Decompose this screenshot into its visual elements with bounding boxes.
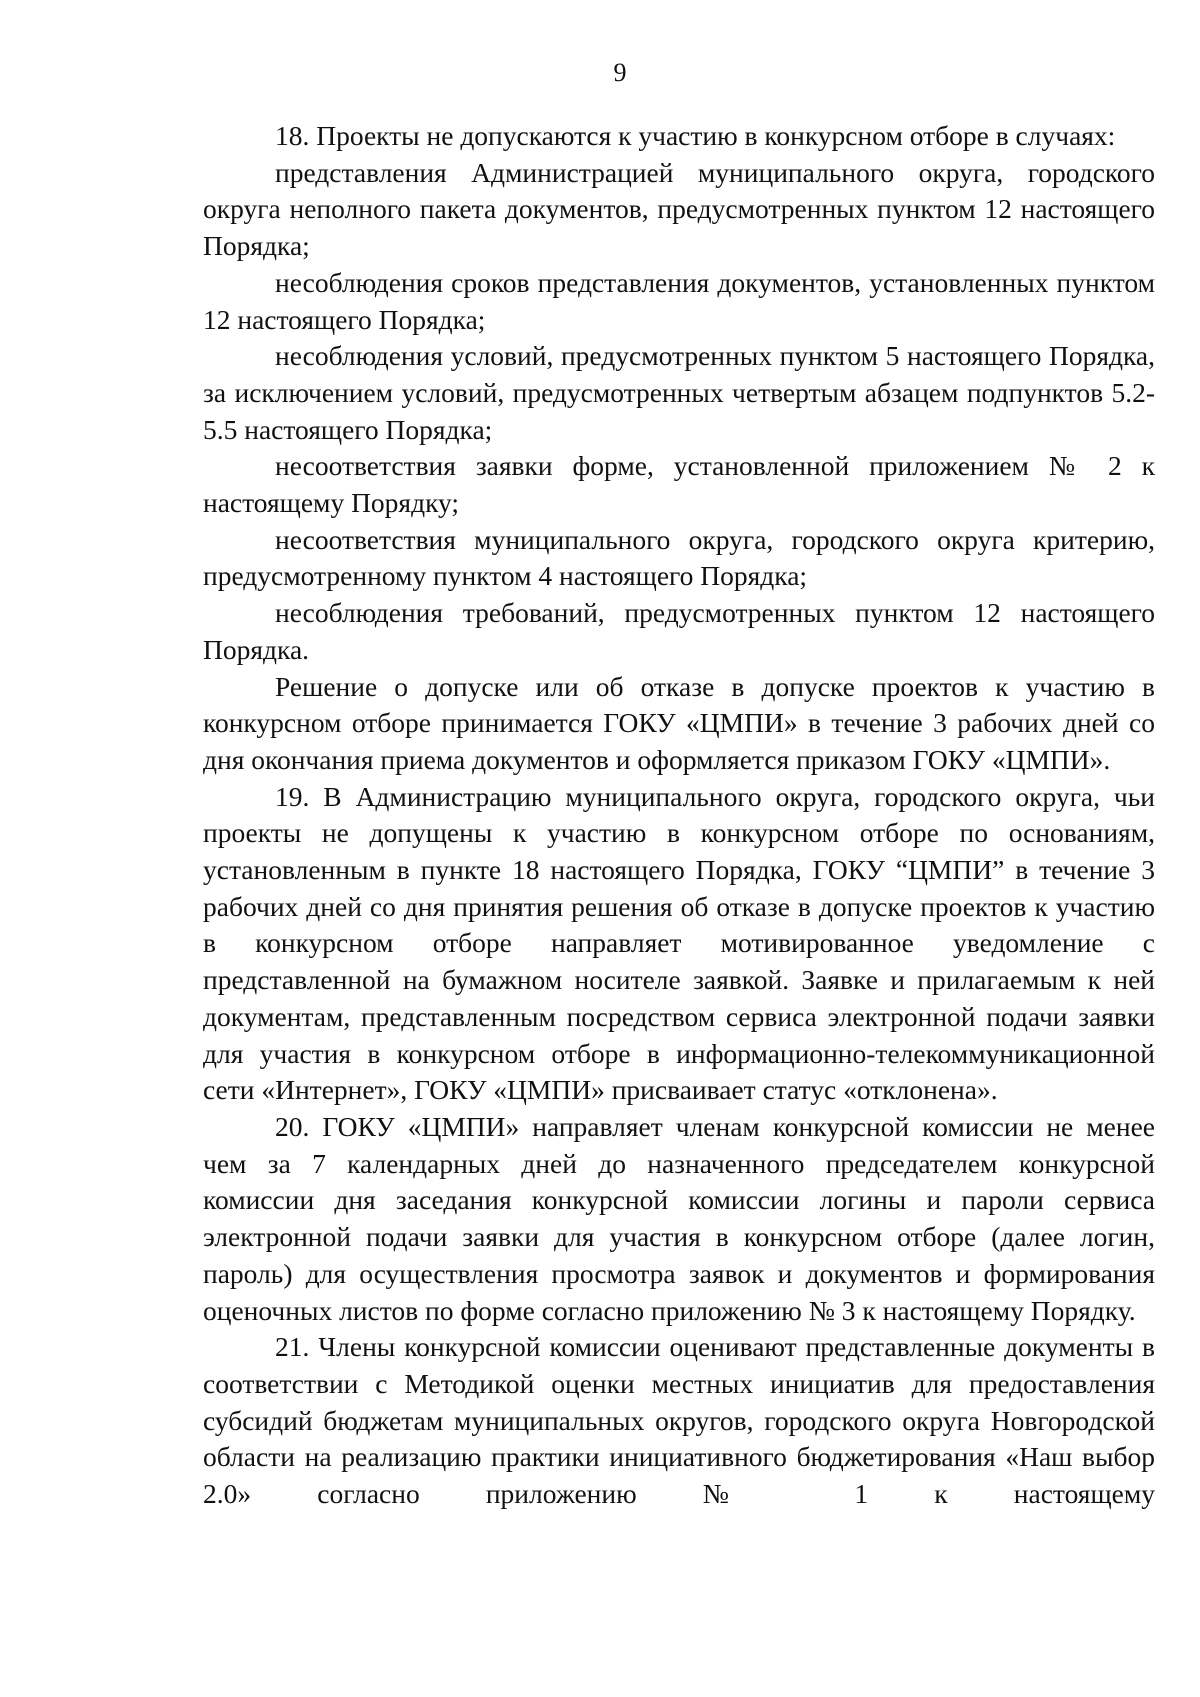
paragraph-18-case-conditions: несоблюдения условий, предусмотренных пунктом 5 настоящего Порядка, за исключением условий, предусмотренных четвертым абзацем подпунктов 5.2-5.5 настоящего Порядка;: [203, 340, 1155, 445]
paragraph-18-case-criterion: несоответствия муниципального округа, городского округа критерию, предусмотренному пунктом 4 настоящего Порядка;: [203, 523, 1155, 592]
paragraph-18-case-form-mismatch: несоответствия заявки форме, установленной приложением № 2 к настоящему Порядку;: [203, 450, 1155, 519]
paragraph-21: 21. Члены конкурсной комиссии оценивают представленные документы в соответствии с Методикой оценки местных инициатив для предоставления субсидий бюджетам муниципальных округов, городского округа Новгородской области на реализацию практики инициативного бюджетирования «Наш выбор 2.0» согласно приложению № 1 к настоящему: [203, 1331, 1155, 1510]
paragraph-18-case-incomplete-package: представления Администрацией муниципального округа, городского округа неполного пакета документов, предусмотренных пунктом 12 настоящего Порядка;: [203, 156, 1155, 262]
page-number: 9: [613, 58, 627, 87]
paragraph-20: 20. ГОКУ «ЦМПИ» направляет членам конкурсной комиссии не менее чем за 7 календарных дней до назначенного председателем конкурсной комиссии дня заседания конкурсной комиссии логины и пароли сервиса электронной подачи заявки для участия в конкурсном отборе (далее логин, пароль) для осуществления просмотра заявок и документов и формирования оценочных листов по форме согласно приложению № 3 к настоящему Порядку.: [203, 1110, 1155, 1326]
paragraph-18-decision: Решение о допуске или об отказе в допуске проектов к участию в конкурсном отборе принимается ГОКУ «ЦМПИ» в течение 3 рабочих дней со дня окончания приема документов и оформляется приказом ГОКУ «ЦМПИ».: [203, 670, 1155, 775]
document-body: [203, 118, 1155, 1513]
paragraph-18-case-requirements: несоблюдения требований, предусмотренных пунктом 12 настоящего Порядка.: [203, 597, 1155, 665]
paragraph-19: 19. В Администрацию муниципального округа, городского округа, чьи проекты не допущены к участию в конкурсном отборе по основаниям, установленным в пункте 18 настоящего Порядка, ГОКУ “ЦМПИ” в течение 3 рабочих дней со дня принятия решения об отказе в допуске проектов к участию в конкурсном отборе направляет мотивированное уведомление с представленной на бумажном носителе заявкой. Заявке и прилагаемым к ней документам, представленным посредством сервиса электронной подачи заявки для участия в конкурсном отборе в информационно-телекоммуникационной сети «Интернет», ГОКУ «ЦМПИ» присваивает статус «отклонена».: [203, 780, 1155, 1106]
paragraph-18-intro: 18. Проекты не допускаются к участию в конкурсном отборе в случаях:: [275, 120, 1116, 151]
paragraph-18-case-deadlines: несоблюдения сроков представления документов, установленных пунктом 12 настоящего Порядка;: [203, 266, 1155, 335]
